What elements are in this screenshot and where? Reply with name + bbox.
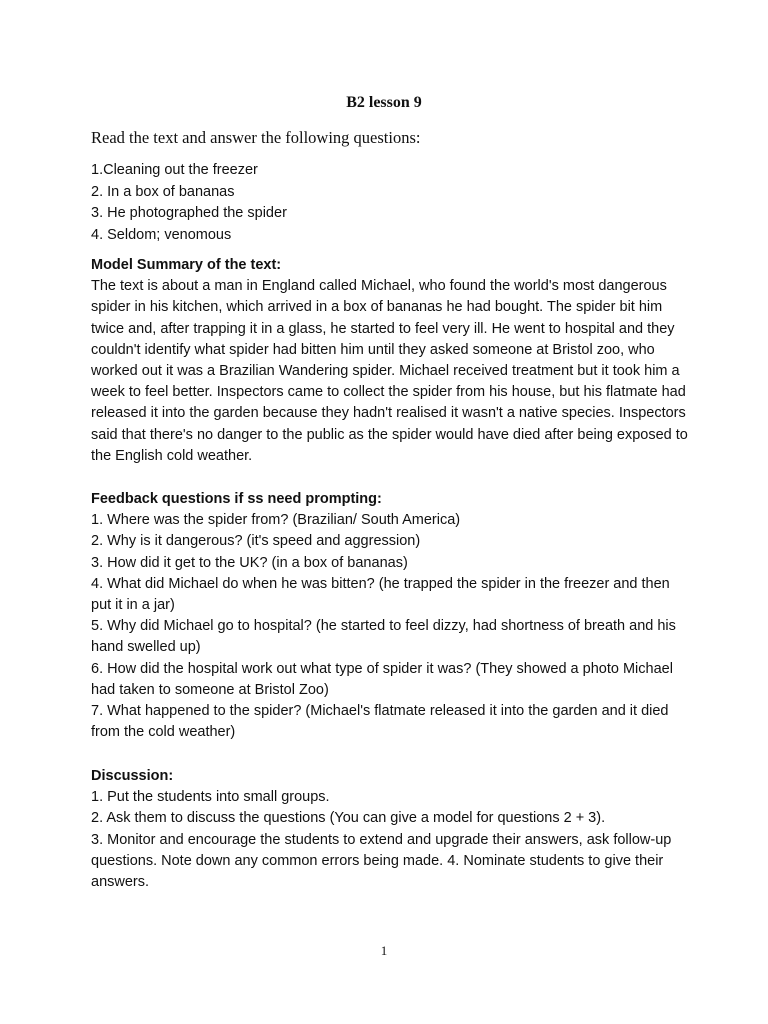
- feedback-heading: Feedback questions if ss need prompting:: [91, 491, 382, 507]
- feedback-item: 7. What happened to the spider? (Michael's flatmate released it into the garden and it died from the cold weather): [91, 703, 669, 741]
- feedback-section: [91, 489, 691, 743]
- discussion-item: 1. Put the students into small groups.: [91, 789, 330, 806]
- answer-item: 4. Seldom; venomous: [91, 226, 232, 243]
- feedback-list: [91, 510, 691, 743]
- answer-item: 3. He photographed the spider: [91, 205, 287, 221]
- instruction-text: Read the text and answer the following questions:: [91, 128, 421, 147]
- feedback-item: 4. What did Michael do when he was bitten? (he trapped the spider in the freezer and then put it in a jar): [91, 575, 670, 614]
- summary-body: The text is about a man in England called Michael, who found the world's most dangerous spider in his kitchen, which arrived in a box of bananas he had bought. The spider bit him twice and, after trapping it in a glass, he started to feel very ill. He went to hospital and they couldn't identify what spider had bitten him until they asked someone at Bristol zoo, who worked out it was a Brazilian Wandering spider. Michael received treatment but it took him a week to feel better. Inspectors came to collect the spider from his house, but his flatmate had released it into the garden because they hadn't realised it wasn't a native species. Inspectors said that there's no danger to the public as the spider would have died after being exposed to the English cold weather.: [91, 278, 688, 464]
- feedback-item: 5. Why did Michael go to hospital? (he started to feel dizzy, had shortness of breath and his hand swelled up): [91, 618, 676, 656]
- discussion-heading: Discussion:: [91, 768, 174, 784]
- discussion-list: [91, 787, 691, 893]
- page-number: 1: [380, 943, 388, 958]
- answer-item: 2. In a box of bananas: [91, 183, 235, 200]
- feedback-item: 6. How did the hospital work out what type of spider it was? (They showed a photo Michael had taken to someone at Bristol Zoo): [91, 660, 673, 698]
- answer-list: [91, 160, 691, 246]
- discussion-item: 3. Monitor and encourage the students to extend and upgrade their answers, ask follow-up questions. Note down any common errors being made. 4. Nominate students to give their answers.: [91, 831, 672, 891]
- discussion-section: [91, 766, 691, 893]
- answer-item: 1.Cleaning out the freezer: [91, 162, 258, 178]
- feedback-item: 1. Where was the spider from? (Brazilian/ South America): [91, 512, 461, 529]
- feedback-item: 3. How did it get to the UK? (in a box of bananas): [91, 554, 408, 571]
- lesson-title: B2 lesson 9: [346, 94, 422, 111]
- summary-section: [91, 255, 691, 467]
- discussion-item: 2. Ask them to discuss the questions (You can give a model for questions 2 + 3).: [91, 810, 606, 827]
- summary-heading: Model Summary of the text:: [91, 257, 282, 273]
- feedback-item: 2. Why is it dangerous? (it's speed and aggression): [91, 533, 421, 550]
